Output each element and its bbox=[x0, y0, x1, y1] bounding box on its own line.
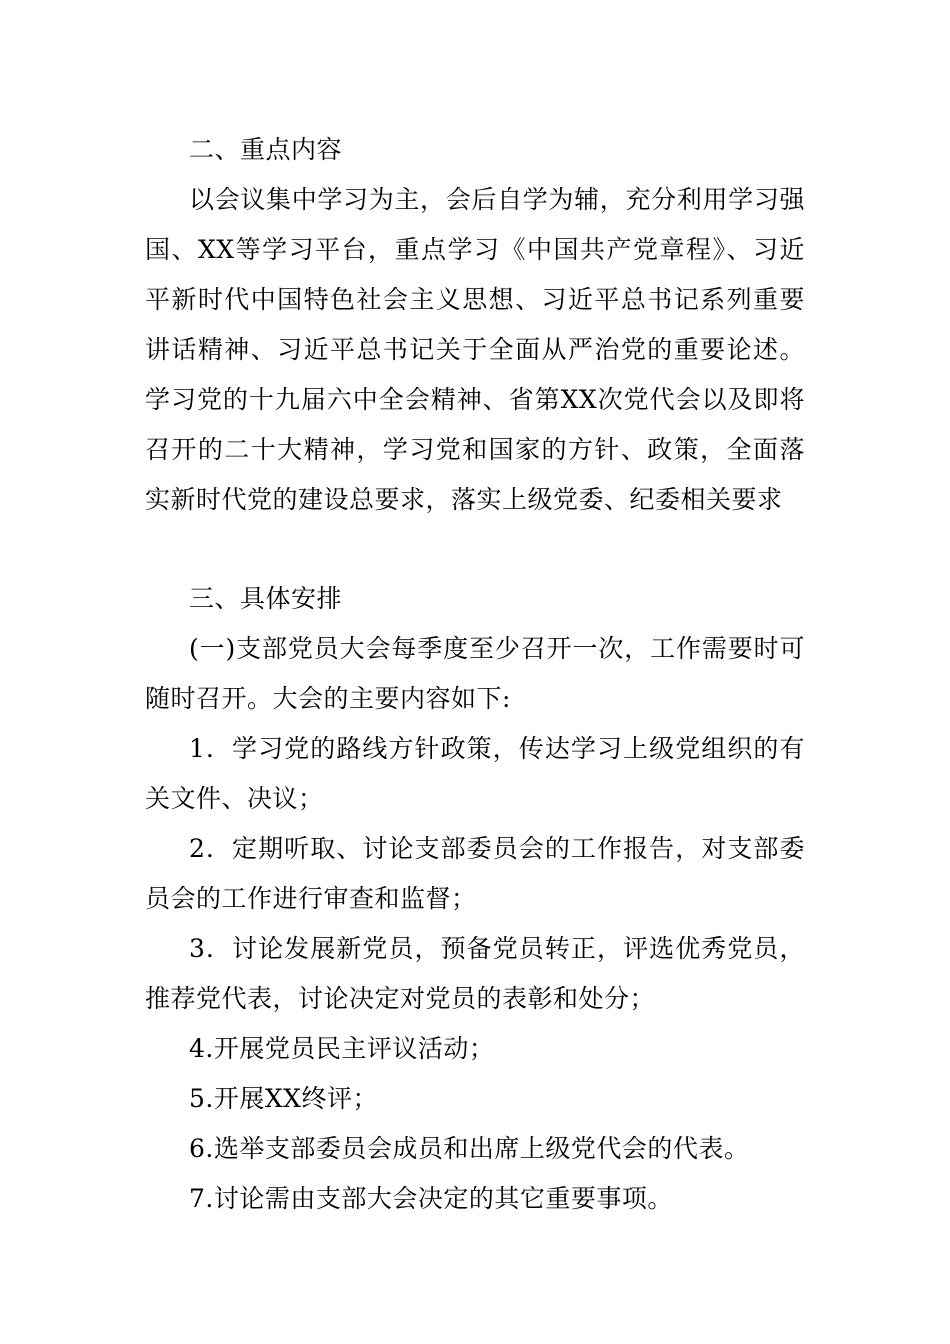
list-item-7: 7.讨论需由支部大会决定的其它重要事项。 bbox=[189, 1184, 673, 1213]
section-2-body: 以会议集中学习为主，会后自学为辅，充分利用学习强国、XX等学习平台，重点学习《中国共产党章程》、习近平新时代中国特色社会主义思想、习近平总书记系列重要讲话精神、习近平总书记关于全面从严治党的重要论述。学习党的十九届六中全会精神、省第XX次党代会以及即将召开的二十大精神，学习党和国家的方针、政策，全面落实新时代党的建设总要求，落实上级党委、纪委相关要求 bbox=[145, 185, 805, 514]
list-item-3: 3．讨论发展新党员，预备党员转正，评选优秀党员，推荐党代表，讨论决定对党员的表彰和处分； bbox=[145, 934, 805, 1013]
list-item-1: 1．学习党的路线方针政策，传达学习上级党组织的有关文件、决议； bbox=[145, 734, 805, 813]
list-item-2: 2．定期听取、讨论支部委员会的工作报告，对支部委员会的工作进行审查和监督； bbox=[145, 834, 805, 913]
list-item-6: 6.选举支部委员会成员和出席上级党代会的代表。 bbox=[189, 1134, 750, 1163]
list-item-4: 4.开展党员民主评议活动； bbox=[189, 1034, 495, 1063]
section-2-heading: 二、重点内容 bbox=[189, 135, 343, 164]
section-3-intro: (一)支部党员大会每季度至少召开一次，工作需要时可随时召开。大会的主要内容如下: bbox=[145, 634, 805, 713]
section-3-heading: 三、具体安排 bbox=[189, 584, 343, 613]
list-item-5: 5.开展XX终评； bbox=[189, 1084, 378, 1113]
